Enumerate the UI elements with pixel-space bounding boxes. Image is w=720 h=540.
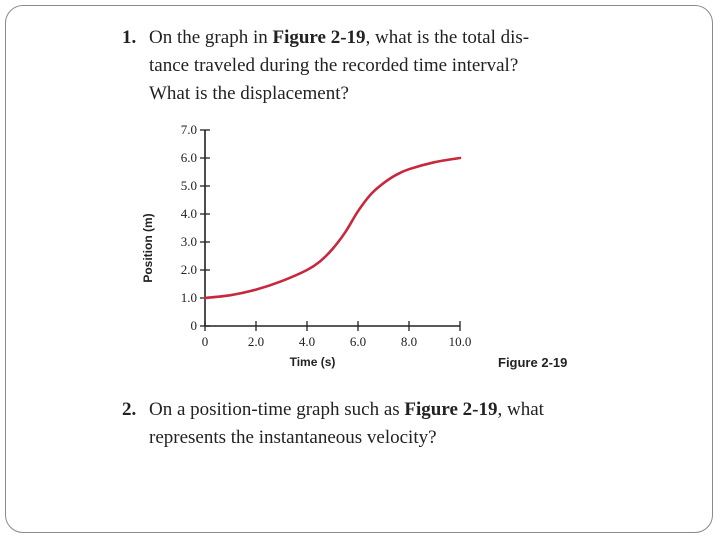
question-2-number: 2. (122, 399, 137, 420)
x-tick-label: 6.0 (349, 334, 367, 349)
question-1-line-2: tance traveled during the recorded time interval? (149, 55, 519, 76)
x-axis-label: Time (s) (289, 355, 336, 369)
axes (205, 130, 460, 326)
x-tick-label: 10.0 (448, 334, 472, 349)
question-1-text (149, 24, 612, 108)
question-1 (122, 24, 612, 108)
y-tick-label: 7.0 (180, 122, 197, 137)
y-tick-label: 5.0 (180, 178, 197, 193)
question-1-line-3: What is the displacement? (149, 83, 349, 104)
ticks (181, 122, 472, 349)
position-time-chart (130, 118, 610, 378)
question-1-number: 1. (122, 27, 137, 48)
y-tick-label: 3.0 (180, 234, 197, 249)
series (205, 158, 460, 298)
x-tick-label: 4.0 (298, 334, 316, 349)
x-tick-label: 0 (201, 334, 209, 349)
y-axis-label: Position (m) (141, 213, 155, 283)
question-2-text (149, 396, 612, 452)
y-tick-label: 4.0 (180, 206, 197, 221)
y-tick-label: 6.0 (180, 150, 197, 165)
y-tick-label: 1.0 (180, 290, 197, 305)
question-1-line-1: On the graph in Figure 2-19, what is the total dis- (149, 27, 530, 48)
question-2 (122, 396, 612, 452)
x-tick-label: 8.0 (400, 334, 418, 349)
question-2-line-2: represents the instantaneous velocity? (149, 427, 437, 448)
figure-reference: Figure 2-19 (404, 399, 498, 420)
position-curve (205, 158, 460, 298)
x-tick-label: 2.0 (247, 334, 265, 349)
question-2-line-1: On a position-time graph such as Figure 2-19, what (149, 399, 544, 420)
y-tick-label: 0 (190, 318, 197, 333)
figure-caption: Figure 2-19 (498, 355, 568, 370)
y-tick-label: 2.0 (180, 262, 197, 277)
figure-reference: Figure 2-19 (272, 27, 366, 48)
